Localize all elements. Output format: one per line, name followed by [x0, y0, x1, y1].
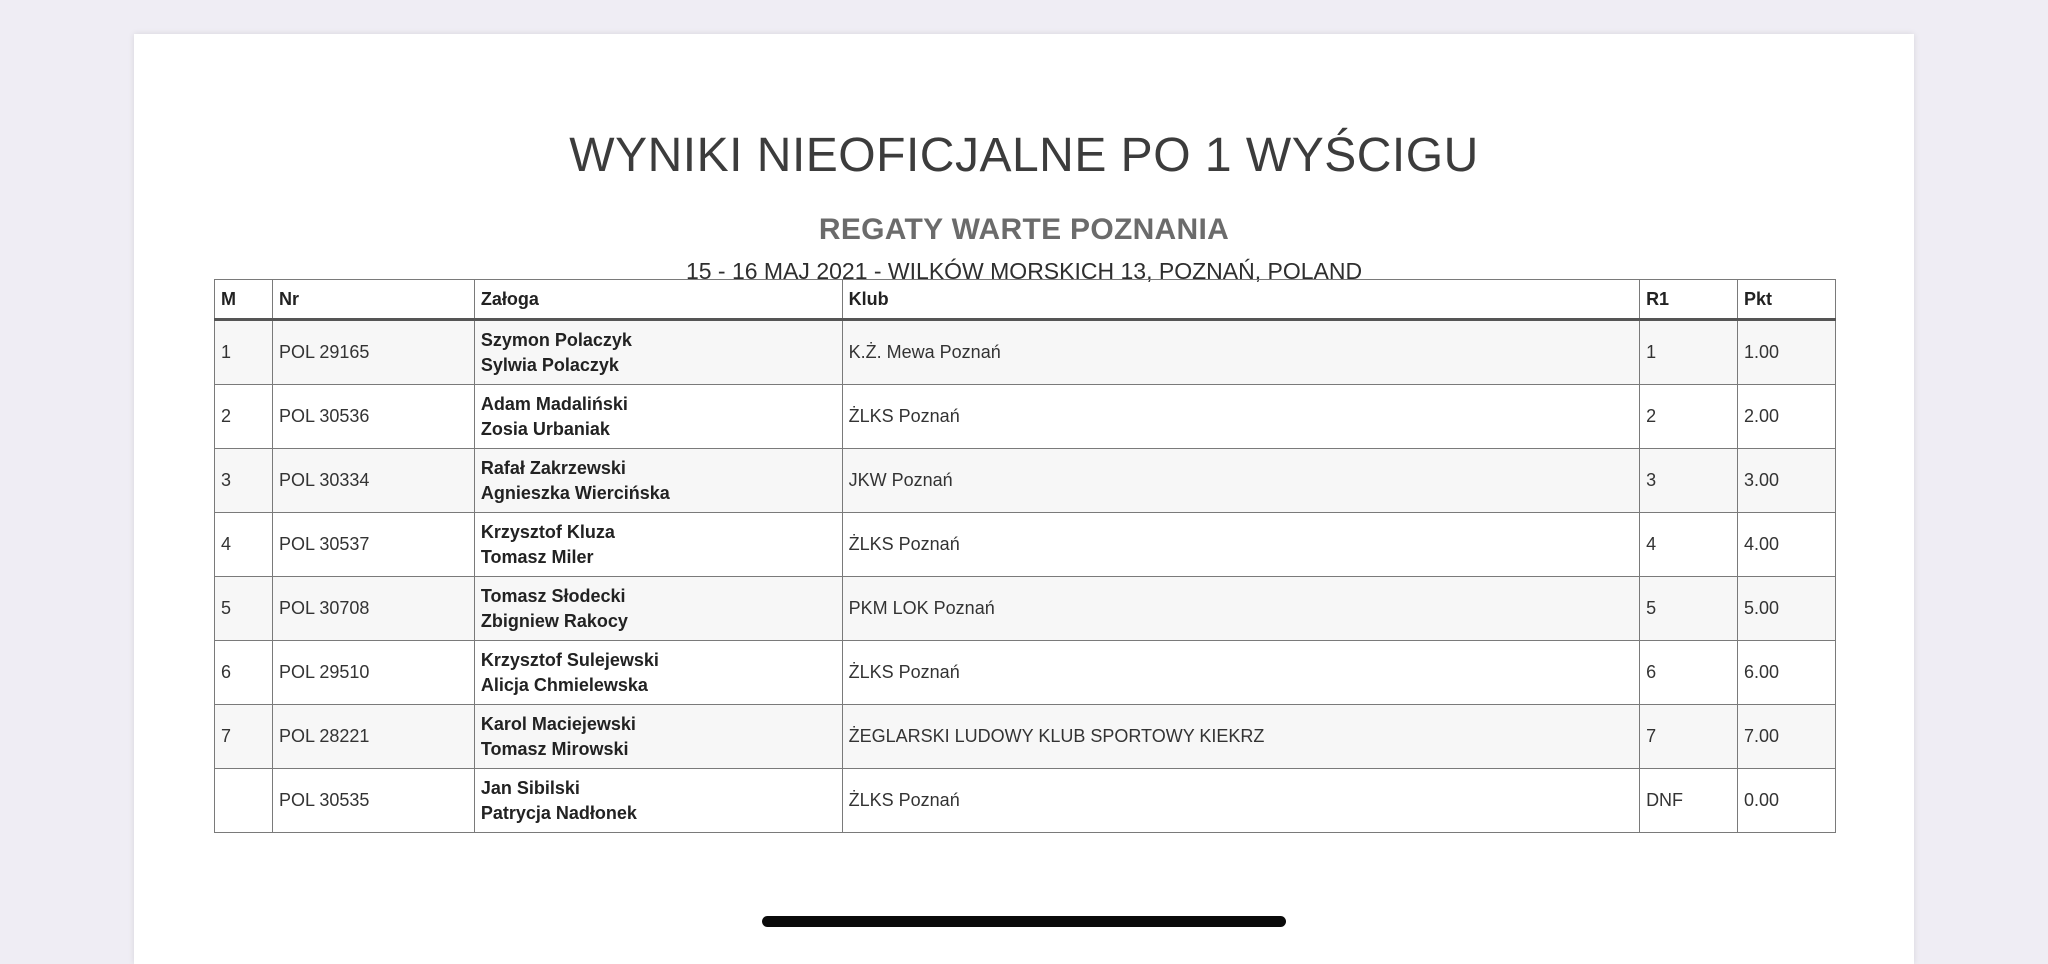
club-cell: JKW Poznań	[842, 449, 1639, 513]
table-row	[215, 320, 1836, 385]
club-cell: ŻLKS Poznań	[842, 385, 1639, 449]
helm-name: Jan Sibilski	[480, 777, 580, 798]
results-document	[134, 34, 1914, 964]
place-cell: 1	[215, 320, 273, 385]
table-row	[215, 769, 1836, 833]
column-header-points: Pkt	[1738, 280, 1836, 320]
column-header-crew: Załoga	[474, 280, 842, 320]
table-row	[215, 513, 1836, 577]
page-title: WYNIKI NIEOFICJALNE PO 1 WYŚCIGU	[569, 129, 1479, 182]
helm-name: Krzysztof Sulejewski	[480, 649, 659, 670]
helm-name: Tomasz Słodecki	[480, 585, 626, 606]
race-1-cell: 2	[1640, 385, 1738, 449]
event-name: REGATY WARTE POZNANIA	[818, 213, 1230, 246]
crew-cell	[474, 449, 842, 513]
place-cell: 6	[215, 641, 273, 705]
helm-name: Krzysztof Kluza	[480, 521, 615, 542]
table-row	[215, 641, 1836, 705]
club-cell: PKM LOK Poznań	[842, 577, 1639, 641]
column-header-club: Klub	[842, 280, 1639, 320]
points-cell: 1.00	[1738, 320, 1836, 385]
points-cell: 5.00	[1738, 577, 1836, 641]
club-cell: ŻLKS Poznań	[842, 641, 1639, 705]
helm-name: Adam Madaliński	[480, 393, 628, 414]
crew-cell	[474, 577, 842, 641]
race-1-cell: 4	[1640, 513, 1738, 577]
points-cell: 2.00	[1738, 385, 1836, 449]
column-header-sail-number: Nr	[272, 280, 474, 320]
race-1-cell: 1	[1640, 320, 1738, 385]
sail-number-cell: POL 29165	[272, 320, 474, 385]
points-cell: 6.00	[1738, 641, 1836, 705]
sail-number-cell: POL 30334	[272, 449, 474, 513]
crew-name: Patrycja Nadłonek	[480, 802, 637, 823]
club-cell: ŻEGLARSKI LUDOWY KLUB SPORTOWY KIEKRZ	[842, 705, 1639, 769]
table-row	[215, 577, 1836, 641]
place-cell	[215, 769, 273, 833]
sail-number-cell: POL 30537	[272, 513, 474, 577]
club-cell: ŻLKS Poznań	[842, 769, 1639, 833]
table-header-row	[215, 280, 1836, 320]
race-1-cell: DNF	[1640, 769, 1738, 833]
sail-number-cell: POL 30536	[272, 385, 474, 449]
table-row	[215, 449, 1836, 513]
crew-name: Tomasz Miler	[480, 546, 594, 567]
sail-number-cell: POL 30535	[272, 769, 474, 833]
crew-name: Sylwia Polaczyk	[480, 354, 619, 375]
club-cell: ŻLKS Poznań	[842, 513, 1639, 577]
crew-cell	[474, 769, 842, 833]
place-cell: 4	[215, 513, 273, 577]
table-row	[215, 705, 1836, 769]
sail-number-cell: POL 28221	[272, 705, 474, 769]
race-1-cell: 3	[1640, 449, 1738, 513]
crew-cell	[474, 641, 842, 705]
crew-cell	[474, 385, 842, 449]
sail-number-cell: POL 29510	[272, 641, 474, 705]
home-indicator-bar[interactable]	[762, 916, 1286, 927]
table-row	[215, 385, 1836, 449]
crew-name: Tomasz Mirowski	[480, 738, 629, 759]
crew-name: Alicja Chmielewska	[480, 674, 648, 695]
crew-cell	[474, 513, 842, 577]
crew-name: Zosia Urbaniak	[480, 418, 610, 439]
helm-name: Szymon Polaczyk	[480, 329, 632, 350]
club-cell: K.Ż. Mewa Poznań	[842, 320, 1639, 385]
column-header-place: M	[215, 280, 273, 320]
crew-name: Agnieszka Wiercińska	[480, 482, 670, 503]
sail-number-cell: POL 30708	[272, 577, 474, 641]
points-cell: 3.00	[1738, 449, 1836, 513]
place-cell: 2	[215, 385, 273, 449]
points-cell: 0.00	[1738, 769, 1836, 833]
crew-name: Zbigniew Rakocy	[480, 610, 628, 631]
helm-name: Karol Maciejewski	[480, 713, 636, 734]
race-1-cell: 5	[1640, 577, 1738, 641]
place-cell: 3	[215, 449, 273, 513]
points-cell: 7.00	[1738, 705, 1836, 769]
place-cell: 5	[215, 577, 273, 641]
crew-cell	[474, 320, 842, 385]
crew-cell	[474, 705, 842, 769]
race-1-cell: 7	[1640, 705, 1738, 769]
column-header-race-1: R1	[1640, 280, 1738, 320]
race-1-cell: 6	[1640, 641, 1738, 705]
points-cell: 4.00	[1738, 513, 1836, 577]
helm-name: Rafał Zakrzewski	[480, 457, 626, 478]
event-date-location: 15 - 16 MAJ 2021 - WILKÓW MORSKICH 13, POZNAŃ, POLAND	[685, 258, 1363, 284]
results-table	[214, 279, 1836, 833]
place-cell: 7	[215, 705, 273, 769]
